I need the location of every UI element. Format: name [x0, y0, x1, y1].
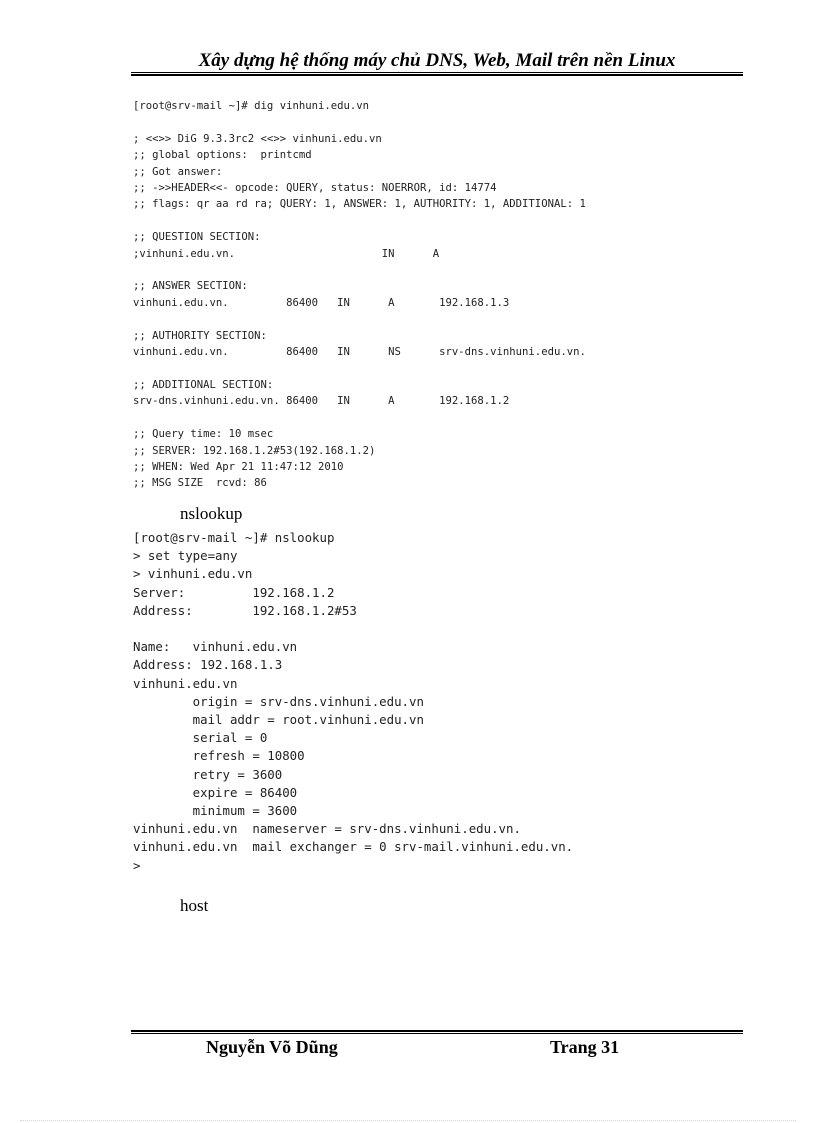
terminal-line: ;; QUESTION SECTION: — [133, 231, 261, 244]
terminal-line: vinhuni.edu.vn. 86400 IN NS srv-dns.vinhuni.edu.vn. — [133, 346, 586, 359]
terminal-line: serial = 0 — [133, 730, 268, 746]
terminal-line: ; <<>> DiG 9.3.3rc2 <<>> vinhuni.edu.vn — [133, 132, 382, 145]
host-section-label: host — [180, 896, 209, 915]
terminal-line: ;; Query time: 10 msec — [133, 428, 274, 441]
footer-author: Nguyễn Võ Dũng — [206, 1037, 338, 1057]
terminal-line: srv-dns.vinhuni.edu.vn. 86400 IN A 192.168.1.2 — [133, 395, 510, 408]
terminal-line: vinhuni.edu.vn. 86400 IN A 192.168.1.3 — [133, 296, 510, 309]
terminal-line: Address: 192.168.1.3 — [133, 657, 283, 673]
terminal-line: ;; ADDITIONAL SECTION: — [133, 378, 274, 391]
terminal-line: ;; ANSWER SECTION: — [133, 280, 248, 293]
nslookup-terminal-output — [133, 529, 573, 875]
terminal-line: Address: 192.168.1.2#53 — [133, 602, 357, 618]
nslookup-section-label: nslookup — [180, 504, 243, 523]
terminal-line: > set type=any — [133, 548, 238, 564]
terminal-line: vinhuni.edu.vn nameserver = srv-dns.vinhuni.edu.vn. — [133, 821, 521, 837]
footer-page-number: Trang 31 — [550, 1037, 620, 1057]
terminal-line: expire = 86400 — [133, 784, 298, 800]
terminal-line: ;vinhuni.edu.vn. IN A — [133, 247, 440, 260]
terminal-line: ;; MSG SIZE rcvd: 86 — [133, 477, 267, 490]
terminal-line: Name: vinhuni.edu.vn — [133, 639, 298, 655]
header-rule-bottom — [131, 74, 743, 76]
terminal-line: ;; SERVER: 192.168.1.2#53(192.168.1.2) — [133, 444, 376, 457]
footer-rule-bottom — [131, 1033, 743, 1034]
terminal-line: ;; flags: qr aa rd ra; QUERY: 1, ANSWER: 1, AUTHORITY: 1, ADDITIONAL: 1 — [133, 198, 586, 211]
terminal-line: vinhuni.edu.vn — [133, 675, 238, 691]
terminal-line: [root@srv-mail ~]# nslookup — [133, 530, 335, 545]
terminal-line: > — [133, 857, 141, 873]
terminal-line: ;; AUTHORITY SECTION: — [133, 329, 267, 342]
header-rule-top — [131, 72, 743, 73]
terminal-line: origin = srv-dns.vinhuni.edu.vn — [133, 693, 424, 709]
terminal-line: vinhuni.edu.vn mail exchanger = 0 srv-mail.vinhuni.edu.vn. — [133, 839, 574, 855]
page-edge-dots — [20, 1120, 796, 1121]
terminal-line: ;; global options: printcmd — [133, 149, 312, 162]
terminal-line: > vinhuni.edu.vn — [133, 566, 253, 582]
page-header-title: Xây dựng hệ thống máy chủ DNS, Web, Mail trên nền Linux — [198, 50, 676, 71]
terminal-line: ;; WHEN: Wed Apr 21 11:47:12 2010 — [133, 460, 344, 473]
dig-terminal-output — [133, 98, 586, 492]
terminal-line: refresh = 10800 — [133, 748, 305, 764]
terminal-line: minimum = 3600 — [133, 803, 298, 819]
terminal-line: mail addr = root.vinhuni.edu.vn — [133, 712, 424, 728]
footer-rule-top — [131, 1030, 743, 1032]
terminal-line: ;; Got answer: — [133, 165, 223, 178]
terminal-line: retry = 3600 — [133, 766, 283, 782]
terminal-line: Server: 192.168.1.2 — [133, 584, 335, 600]
terminal-line: [root@srv-mail ~]# dig vinhuni.edu.vn — [133, 100, 369, 112]
terminal-line: ;; ->>HEADER<<- opcode: QUERY, status: NOERROR, id: 14774 — [133, 182, 497, 195]
